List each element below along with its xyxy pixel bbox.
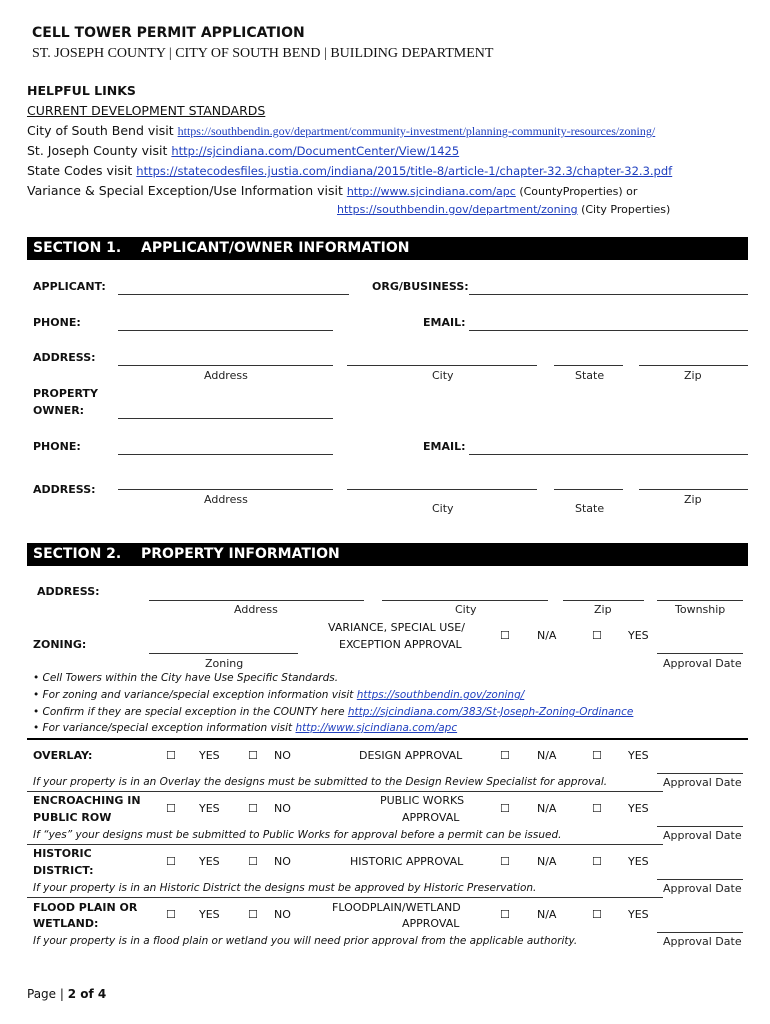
- phone-field[interactable]: [118, 330, 333, 331]
- floodplain-date-field[interactable]: [657, 932, 743, 933]
- property-city-caption: City: [455, 603, 477, 616]
- public-works-label-1: PUBLIC WORKS: [380, 794, 465, 807]
- overlay-no-checkbox[interactable]: ☐: [248, 749, 258, 762]
- owner-state-caption: State: [575, 502, 605, 515]
- email-label: EMAIL:: [423, 316, 466, 329]
- property-township-field[interactable]: [657, 600, 743, 601]
- historic-date-caption: Approval Date: [663, 882, 742, 895]
- state-field[interactable]: [554, 365, 623, 366]
- variance-yes-checkbox[interactable]: ☐: [592, 629, 602, 642]
- section1-number: SECTION 1.: [33, 240, 122, 256]
- owner-zip-field[interactable]: [639, 489, 748, 490]
- county-apc-link[interactable]: http://www.sjcindiana.com/apc: [346, 185, 516, 198]
- encroaching-label-1: ENCROACHING IN: [33, 794, 141, 807]
- owner-address-field[interactable]: [118, 489, 333, 490]
- bullet-1-text: Cell Towers within the City have Use Specific Standards.: [42, 672, 339, 684]
- state-link-row: [27, 163, 672, 178]
- owner-label: OWNER:: [33, 404, 85, 417]
- bullet-1: • Cell Towers within the City have Use Specific Standards.: [33, 672, 339, 684]
- city-link-prefix: City of South Bend visit: [27, 123, 178, 138]
- owner-city-caption: City: [432, 502, 454, 515]
- bullet-4-text: For variance/special exception information visit: [42, 722, 296, 734]
- public-works-na-label: N/A: [537, 802, 557, 815]
- zip-caption: Zip: [684, 369, 702, 382]
- historic-yes-checkbox[interactable]: ☐: [166, 855, 176, 868]
- owner-state-field[interactable]: [554, 489, 623, 490]
- property-township-caption: Township: [675, 603, 726, 616]
- flood-yes-checkbox[interactable]: ☐: [166, 908, 176, 921]
- owner-email-field[interactable]: [469, 454, 748, 455]
- county-link-row: [27, 143, 459, 158]
- floodplain-na-checkbox[interactable]: ☐: [500, 908, 510, 921]
- overlay-yes-checkbox[interactable]: ☐: [166, 749, 176, 762]
- city-caption: City: [432, 369, 454, 382]
- design-yes-label: YES: [628, 749, 649, 762]
- owner-phone-label: PHONE:: [33, 440, 81, 453]
- bullet-4: • For variance/special exception information visit http://www.sjcindiana.com/apc: [33, 722, 458, 734]
- city-field[interactable]: [347, 365, 537, 366]
- owner-address-caption: Address: [204, 493, 248, 506]
- property-address-label: ADDRESS:: [37, 585, 100, 598]
- address-label: ADDRESS:: [33, 351, 96, 364]
- encroach-divider: [27, 844, 663, 845]
- design-na-checkbox[interactable]: ☐: [500, 749, 510, 762]
- form-subtitle: ST. JOSEPH COUNTY | CITY OF SOUTH BEND | BUILDING DEPARTMENT: [32, 46, 494, 61]
- historic-no-label: NO: [274, 855, 291, 868]
- flood-no-checkbox[interactable]: ☐: [248, 908, 258, 921]
- encroach-no-checkbox[interactable]: ☐: [248, 802, 258, 815]
- overlay-label: OVERLAY:: [33, 749, 93, 762]
- variance-na-label: N/A: [537, 629, 557, 642]
- zoning-label: ZONING:: [33, 638, 87, 651]
- public-works-na-checkbox[interactable]: ☐: [500, 802, 510, 815]
- historic-approval-label: HISTORIC APPROVAL: [350, 855, 464, 868]
- variance-county-note: (CountyProperties) or: [515, 185, 638, 198]
- county-document-link[interactable]: http://sjcindiana.com/DocumentCenter/View/1425: [171, 144, 460, 158]
- variance-yes-label: YES: [628, 629, 649, 642]
- historic-approval-yes-checkbox[interactable]: ☐: [592, 855, 602, 868]
- flood-yes-label: YES: [199, 908, 220, 921]
- section1-header-bar: [27, 237, 748, 260]
- section2-header-bar: [27, 543, 748, 566]
- property-address-field[interactable]: [149, 600, 364, 601]
- flood-note: If your property is in a flood plain or wetland you will need prior approval from the applicable authority.: [33, 935, 578, 947]
- city-link-row: [27, 123, 655, 139]
- applicant-label: APPLICANT:: [33, 280, 106, 293]
- variance-link-row-2: [337, 203, 670, 216]
- bullet-3-text: Confirm if they are special exception in the COUNTY here: [42, 706, 348, 718]
- city-zoning-dept-link[interactable]: https://southbendin.gov/department/zoning: [337, 203, 578, 216]
- state-codes-link[interactable]: https://statecodesfiles.justia.com/indiana/2015/title-8/article-1/chapter-32.3/chapter-32.3.pdf: [136, 164, 673, 178]
- property-city-field[interactable]: [382, 600, 548, 601]
- historic-na-checkbox[interactable]: ☐: [500, 855, 510, 868]
- historic-label-2: DISTRICT:: [33, 864, 94, 877]
- variance-approval-label-1: VARIANCE, SPECIAL USE/: [328, 621, 465, 634]
- variance-approval-date-field[interactable]: [657, 653, 743, 654]
- section1-title: APPLICANT/OWNER INFORMATION: [141, 240, 410, 256]
- overlay-divider: [27, 791, 663, 792]
- historic-label-1: HISTORIC: [33, 847, 92, 860]
- bullet-3-link[interactable]: http://sjcindiana.com/383/St-Joseph-Zoning-Ordinance: [347, 706, 634, 718]
- encroach-yes-checkbox[interactable]: ☐: [166, 802, 176, 815]
- overlay-note: If your property is in an Overlay the designs must be submitted to the Design Review Specialist for approval.: [33, 776, 608, 788]
- property-label: PROPERTY: [33, 387, 98, 400]
- property-owner-field[interactable]: [118, 418, 333, 419]
- property-zip-field[interactable]: [563, 600, 644, 601]
- section2-number: SECTION 2.: [33, 546, 122, 562]
- encroach-note: If “yes” your designs must be submitted to Public Works for approval before a permit can be issued.: [33, 829, 562, 841]
- floodplain-approval-label-2: APPROVAL: [402, 917, 460, 930]
- property-address-caption: Address: [234, 603, 278, 616]
- county-link-prefix: St. Joseph County visit: [27, 143, 172, 158]
- design-approval-date-field[interactable]: [657, 773, 743, 774]
- applicant-field[interactable]: [118, 294, 349, 295]
- form-title: CELL TOWER PERMIT APPLICATION: [32, 25, 305, 41]
- bullet-2-link[interactable]: https://southbendin.gov/zoning/: [356, 689, 525, 701]
- owner-city-field[interactable]: [347, 489, 537, 490]
- variance-link-prefix: Variance & Special Exception/Use Information visit: [27, 183, 347, 198]
- historic-date-field[interactable]: [657, 879, 743, 880]
- org-business-label: ORG/BUSINESS:: [372, 280, 469, 293]
- zoning-field[interactable]: [149, 653, 298, 654]
- owner-phone-field[interactable]: [118, 454, 333, 455]
- public-works-date-caption: Approval Date: [663, 829, 742, 842]
- floodplain-yes-label: YES: [628, 908, 649, 921]
- flood-label-1: FLOOD PLAIN OR: [33, 901, 138, 914]
- variance-na-checkbox[interactable]: ☐: [500, 629, 510, 642]
- variance-approval-date-caption: Approval Date: [663, 657, 742, 670]
- email-field[interactable]: [469, 330, 748, 331]
- design-approval-date-caption: Approval Date: [663, 776, 742, 789]
- historic-na-label: N/A: [537, 855, 557, 868]
- overlay-no-label: NO: [274, 749, 291, 762]
- public-works-yes-label: YES: [628, 802, 649, 815]
- floodplain-approval-label-1: FLOODPLAIN/WETLAND: [332, 901, 461, 914]
- property-zip-caption: Zip: [594, 603, 612, 616]
- public-works-label-2: APPROVAL: [402, 811, 460, 824]
- historic-yes-label: YES: [199, 855, 220, 868]
- owner-zip-caption: Zip: [684, 493, 702, 506]
- page-footer: [27, 987, 106, 1001]
- development-standards-link[interactable]: CURRENT DEVELOPMENT STANDARDS: [27, 103, 266, 118]
- page-label: Page |: [27, 987, 68, 1001]
- bullet-2: • For zoning and variance/special exception information visit https://southbendin.gov/zoning/: [33, 689, 525, 701]
- zoning-caption: Zoning: [205, 657, 244, 670]
- floodplain-na-label: N/A: [537, 908, 557, 921]
- section2-title: PROPERTY INFORMATION: [141, 546, 340, 562]
- state-caption: State: [575, 369, 605, 382]
- helpful-links-heading: HELPFUL LINKS: [27, 83, 136, 98]
- historic-no-checkbox[interactable]: ☐: [248, 855, 258, 868]
- state-link-prefix: State Codes visit: [27, 163, 137, 178]
- bullet-3: • Confirm if they are special exception in the COUNTY here http://sjcindiana.com/383/St-Joseph-Zoning-Ordinance: [33, 706, 634, 718]
- variance-approval-label-2: EXCEPTION APPROVAL: [339, 638, 462, 651]
- encroach-no-label: NO: [274, 802, 291, 815]
- city-zoning-link[interactable]: https://southbendin.gov/department/community-investment/planning-community-resources/zoning/: [177, 124, 656, 138]
- variance-link-row: [27, 183, 637, 198]
- bullets-divider: [27, 738, 748, 740]
- encroaching-label-2: PUBLIC ROW: [33, 811, 112, 824]
- bullet-4-link[interactable]: http://www.sjcindiana.com/apc: [295, 722, 458, 734]
- floodplain-date-caption: Approval Date: [663, 935, 742, 948]
- floodplain-yes-checkbox[interactable]: ☐: [592, 908, 602, 921]
- public-works-date-field[interactable]: [657, 826, 743, 827]
- historic-approval-yes-label: YES: [628, 855, 649, 868]
- design-approval-label: DESIGN APPROVAL: [359, 749, 463, 762]
- public-works-yes-checkbox[interactable]: ☐: [592, 802, 602, 815]
- owner-email-label: EMAIL:: [423, 440, 466, 453]
- design-yes-checkbox[interactable]: ☐: [592, 749, 602, 762]
- zip-field[interactable]: [639, 365, 748, 366]
- encroach-yes-label: YES: [199, 802, 220, 815]
- flood-no-label: NO: [274, 908, 291, 921]
- bullet-2-text: For zoning and variance/special exception information visit: [42, 689, 357, 701]
- overlay-yes-label: YES: [199, 749, 220, 762]
- phone-label: PHONE:: [33, 316, 81, 329]
- design-na-label: N/A: [537, 749, 557, 762]
- flood-label-2: WETLAND:: [33, 917, 99, 930]
- historic-note: If your property is in an Historic District the designs must be approved by Historic Preservation.: [33, 882, 537, 894]
- variance-city-note: (City Properties): [577, 203, 671, 216]
- address-caption: Address: [204, 369, 248, 382]
- historic-divider: [27, 897, 663, 898]
- owner-address-label: ADDRESS:: [33, 483, 96, 496]
- page-number: 2 of 4: [67, 987, 107, 1001]
- org-business-field[interactable]: [469, 294, 748, 295]
- address-field[interactable]: [118, 365, 333, 366]
